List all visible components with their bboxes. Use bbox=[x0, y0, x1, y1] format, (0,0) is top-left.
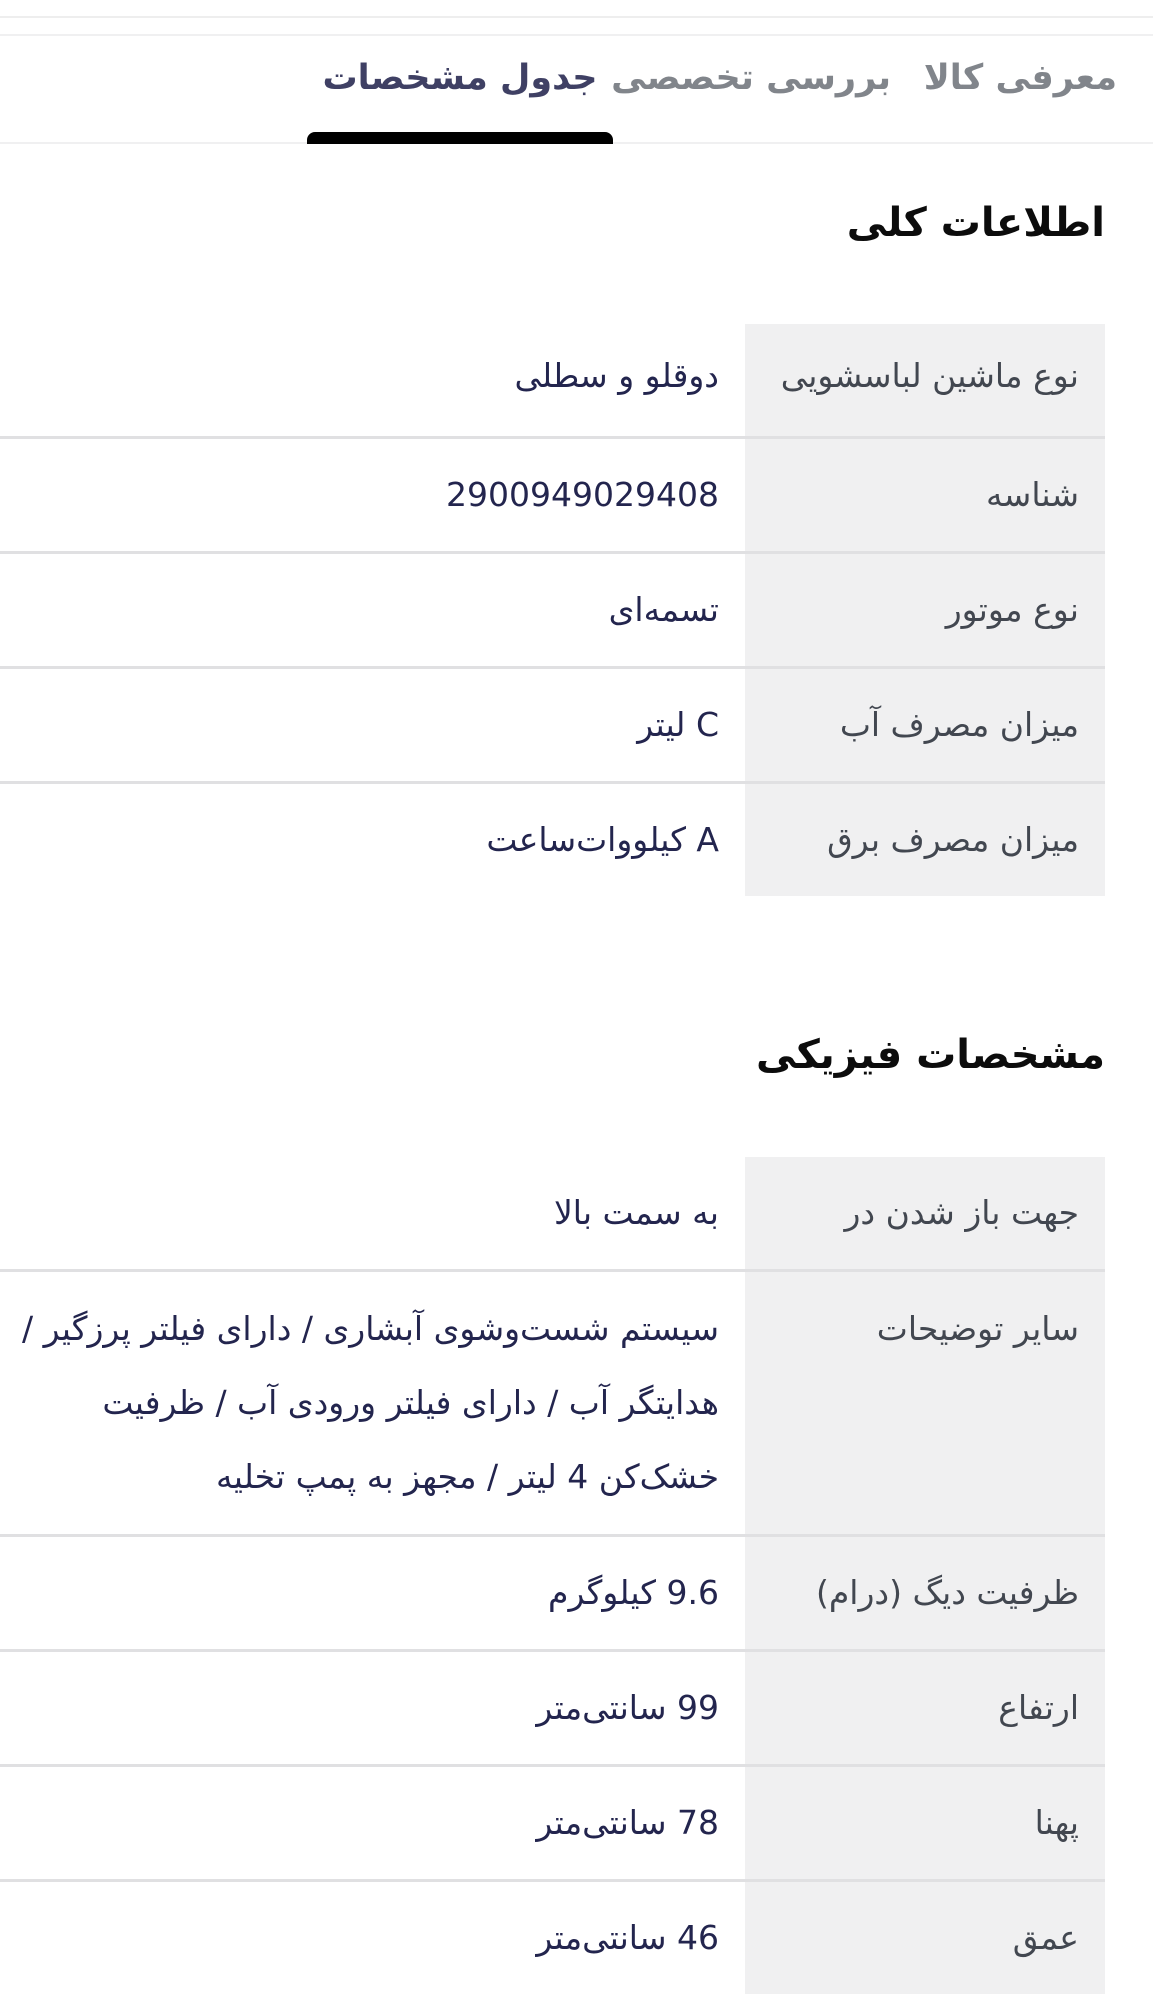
table-row bbox=[0, 1882, 1105, 1994]
tab-label: بررسی تخصصی bbox=[611, 58, 891, 98]
spec-key: نوع موتور bbox=[745, 554, 1105, 666]
tab-product-intro[interactable] bbox=[923, 58, 1117, 144]
table-row bbox=[0, 1652, 1105, 1767]
general-specs-table bbox=[0, 324, 1105, 896]
spec-key: شناسه bbox=[745, 439, 1105, 551]
table-row bbox=[0, 669, 1105, 784]
tab-specifications[interactable] bbox=[307, 58, 613, 144]
spec-value-line: سیستم شست‌وشوی آبشاری / دارای فیلتر پرزگیر / bbox=[21, 1309, 719, 1348]
spec-value: دوقلو و سطلی bbox=[514, 356, 719, 395]
spec-value: 78 سانتی‌متر bbox=[536, 1803, 719, 1842]
table-row bbox=[0, 1537, 1105, 1652]
spec-key: ظرفیت دیگ (درام) bbox=[745, 1537, 1105, 1649]
spec-value: 99 سانتی‌متر bbox=[536, 1688, 719, 1727]
tab-label: معرفی کالا bbox=[923, 58, 1117, 98]
tab-label: جدول مشخصات bbox=[322, 58, 598, 98]
spec-key: عمق bbox=[745, 1882, 1105, 1994]
section-title-physical: مشخصات فیزیکی bbox=[755, 1032, 1105, 1078]
spec-key: ارتفاع bbox=[745, 1652, 1105, 1764]
spec-value: 2900949029408 bbox=[446, 475, 719, 514]
table-row bbox=[0, 1272, 1105, 1537]
table-row bbox=[0, 1157, 1105, 1272]
table-row bbox=[0, 324, 1105, 439]
physical-specs-table bbox=[0, 1157, 1105, 1994]
spec-key: میزان مصرف آب bbox=[745, 669, 1105, 781]
product-tabs bbox=[0, 34, 1153, 144]
spec-value bbox=[0, 1272, 745, 1534]
active-tab-indicator bbox=[307, 132, 613, 144]
spec-key: سایر توضیحات bbox=[745, 1272, 1105, 1534]
tab-expert-review[interactable] bbox=[611, 58, 891, 144]
spec-key: پهنا bbox=[745, 1767, 1105, 1879]
spec-value-line: خشک‌کن 4 لیتر / مجهز به پمپ تخلیه bbox=[216, 1457, 719, 1496]
spec-value: C لیتر bbox=[637, 705, 719, 744]
spec-key: نوع ماشین لباسشویی bbox=[745, 324, 1105, 436]
spec-value: تسمه‌ای bbox=[608, 590, 719, 629]
spec-value: A کیلووات‌ساعت bbox=[486, 820, 719, 859]
table-row bbox=[0, 784, 1105, 896]
table-row bbox=[0, 554, 1105, 669]
spec-value: 46 سانتی‌متر bbox=[536, 1918, 719, 1957]
top-divider bbox=[0, 16, 1153, 18]
table-row bbox=[0, 1767, 1105, 1882]
section-title-general: اطلاعات کلی bbox=[846, 200, 1105, 246]
spec-key: جهت باز شدن در bbox=[745, 1157, 1105, 1269]
table-row bbox=[0, 439, 1105, 554]
spec-key: میزان مصرف برق bbox=[745, 784, 1105, 896]
spec-value: 9.6 کیلوگرم bbox=[548, 1573, 719, 1612]
spec-value: به سمت بالا bbox=[553, 1193, 719, 1232]
spec-value-line: هدایتگر آب / دارای فیلتر ورودی آب / ظرفیت bbox=[102, 1383, 719, 1422]
